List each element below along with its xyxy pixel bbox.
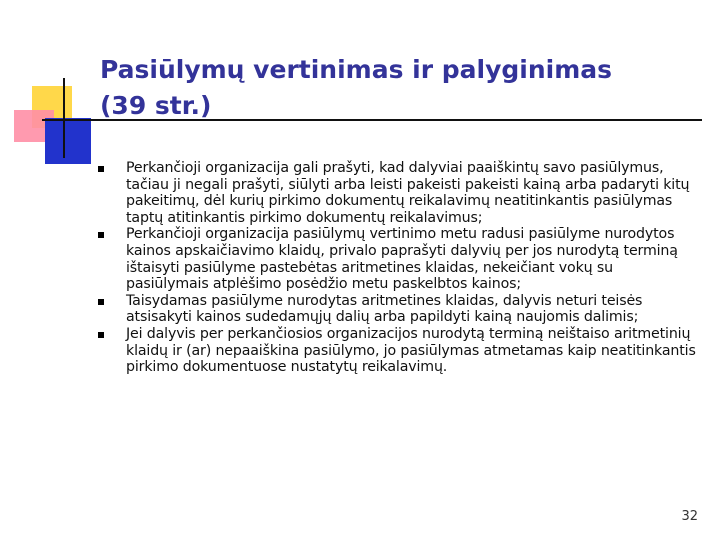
bullet-text: Jei dalyvis per perkančiosios organizacijos nurodytą terminą neištaiso aritmetinių klaidų ir (ar) nepaaiškina pasiūlymo, jo pasiūlymas atmetamas kaip neatitinkantis pirkimo dokumentuose nustatytų reikalavimų.: [126, 325, 696, 376]
bullet-item: [98, 160, 698, 226]
page-number: 32: [681, 509, 698, 524]
bullet-text: Perkančioji organizacija gali prašyti, kad dalyviai paaiškintų savo pasiūlymus, tačiau ji negali prašyti, siūlyti arba leisti pakeisti pakeisti kainą arba padaryti kitų pakeitimų, dėl kurių pirkimo dokumentų reikalavimų neatitinkantis pasiūlymas taptų atitinkantis pirkimo dokumentų reikalavimus;: [126, 160, 690, 226]
square-bullet-icon: [98, 299, 104, 305]
square-bullet-icon: [98, 332, 104, 338]
bullet-item: [98, 293, 698, 326]
bullet-item: [98, 226, 698, 292]
slide-title: [100, 52, 700, 124]
decor-vertical-line: [63, 78, 65, 158]
slide-title-line1: Pasiūlymų vertinimas ir palyginimas: [100, 55, 613, 84]
bullet-item: [98, 326, 698, 376]
square-bullet-icon: [98, 232, 104, 238]
decor-blue-square: [45, 118, 91, 164]
square-bullet-icon: [98, 166, 104, 172]
bullet-text: Perkančioji organizacija pasiūlymų vertinimo metu radusi pasiūlyme nurodytos kainos apskaičiavimo klaidų, privalo paprašyti dalyvių per jos nurodytą terminą ištaisyti pasiūlyme pastebėtas aritmetines klaidas, nekeičiant vokų su pasiūlymais atplėšimo posėdžio metu paskelbtos kainos;: [126, 226, 678, 293]
slide-title-line2: (39 str.): [100, 91, 212, 120]
bullet-list: [98, 160, 698, 376]
bullet-text: Taisydamas pasiūlyme nurodytas aritmetines klaidas, dalyvis neturi teisės atsisakyti kainos sudedamųjų dalių arba papildyti kainą naujomis dalimis;: [126, 292, 643, 326]
